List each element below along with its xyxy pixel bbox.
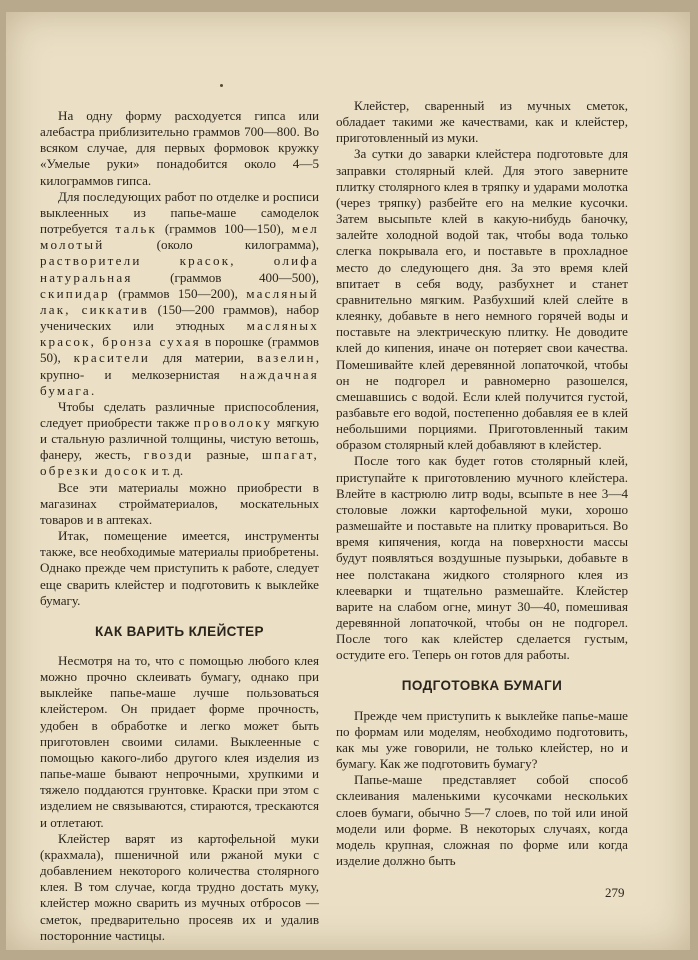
paragraph: После того как будет готов столярный клей, приступайте к приготовлению мучного клейстера. Влейте в кастрюлю литр воды, всыпьте в нее 3—4 столовые ложки картофельной муки, хорошо размешайте и поставьте на плитку провариться. Во время кипячения, когда на поверхности массы будут появляться воздушные пузырьки, добавьте в нее полстакана жидкого столярного клея из клееварки и тщательно размешайте. Клейстер варите на слабом огне, минут 30—40, помешивая деревянной лопаточкой, чтобы он не подгорел. После того как клейстер сделается густым, остудите его. Теперь он готов для работы. <box>336 453 628 663</box>
page-number: 279 <box>605 885 625 900</box>
section-heading: ПОДГОТОВКА БУМАГИ <box>401 678 563 694</box>
paragraph: Все эти материалы можно приобрести в магазинах стройматериалов, москательных товаров и в аптеках. <box>40 479 319 527</box>
paragraph: Прежде чем приступить к выклейке папье-маше по формам или моделям, необходимо подготовить, как мы уже говорили, не только клейстер, но и бумагу. Как же подготовить бумагу? <box>336 707 628 772</box>
paragraph: На одну форму расходуется гипса или алебастра приблизительно граммов 700—800. Во всяком случае, для первых формовок кружку «Умелые руки» понадобится около 4—5 килограммов гипса. <box>40 108 319 188</box>
section-heading: КАК ВАРИТЬ КЛЕЙСТЕР <box>95 623 264 639</box>
paragraph: Итак, помещение имеется, инструменты также, все необходимые материалы приобретены. Однако прежде чем приступить к работе, следует еще сварить клейстер и подготовить к выклейке бумагу. <box>40 528 319 608</box>
paragraph-materials: Для последующих работ по отделке и росписи выклеенных из папье-маше самоделок потребуется тальк (граммов 100—150), мел молотый (около килограмма), растворители красок, олифа натуральная (граммов 400—500), скипидар (граммов 150—200), масляный лак, сиккатив (150—200 граммов), набор ученических или этюдных масляных красок, бронза сухая в порошке (граммов 50), красители для материи, вазелин, крупно- и мелкозернистая наждачная бумага. <box>40 188 319 398</box>
ink-dot <box>220 84 223 87</box>
paragraph: Папье-маше представляет собой способ склеивания маленькими кусочками нескольких слоев бумаги, обычно 5—7 слоев, по той или иной модели или форме. В некоторых случаях, когда модель крупная, сложная по форме или когда изделие должно быть <box>336 772 628 869</box>
paragraph-tools: Чтобы сделать различные приспособления, следует приобрести также проволоку мягкую и стальную различной толщины, чистую ветошь, фанеру, жесть, гвозди разные, шпагат, обрезки досок и т. д. <box>40 398 319 479</box>
left-column <box>40 108 319 944</box>
book-page <box>6 12 690 950</box>
right-column <box>336 98 628 869</box>
paragraph: Несмотря на то, что с помощью любого клея можно прочно склеивать бумагу, однако при выклейке папье-маше лучше пользоваться клейстером. Он придает форме прочность, удобен в обработке и легко может быть приготовлен своими силами. Выклеенные с помощью какого-либо другого клея изделия из папье-маше бывают непрочными, хрупкими и тяжело поддаются грунтовке. Краски при этом с изделием не связываются, стираются, трескаются и отлетают. <box>40 653 319 830</box>
paragraph: Клейстер, сваренный из мучных сметок, обладает такими же качествами, как и клейстер, приготовленный из муки. <box>336 98 628 146</box>
paragraph: Клейстер варят из картофельной муки (крахмала), пшеничной или ржаной муки с добавлением некоторого количества столярного клея. В том случае, когда трудно достать муку, клейстер можно сварить из мучных отбросов — сметок, предварительно просеяв их и удалив посторонние частицы. <box>40 830 319 943</box>
paragraph: За сутки до заварки клейстера подготовьте для заправки столярный клей. Для этого заверните плитку столярного клея в тряпку и ударами молотка (через тряпку) разбейте его на мелкие кусочки. Затем высыпьте клей в какую-нибудь баночку, залейте холодной водой так, чтобы вода только слегка покрывала его, и поставьте в прохладное место до следующего дня. За это время клей впитает в себя воду, разбухнет и станет сравнительно мягким. Разбухший клей слейте в клеянку, добавьте в него немного горячей воды и поставьте на электрическую плитку. Не доводите клей до кипения, иначе он потеряет свои качества. Помешивайте клей деревянной лопаточкой, чтобы он не подгорел и равномерно разошелся, смешавшись с водой. Если клей получится густой, разбавьте его водой, постепенно добавляя ее в клей небольшими порциями. Приготовленный таким образом столярный клей добавляют в клейстер. <box>336 146 628 453</box>
